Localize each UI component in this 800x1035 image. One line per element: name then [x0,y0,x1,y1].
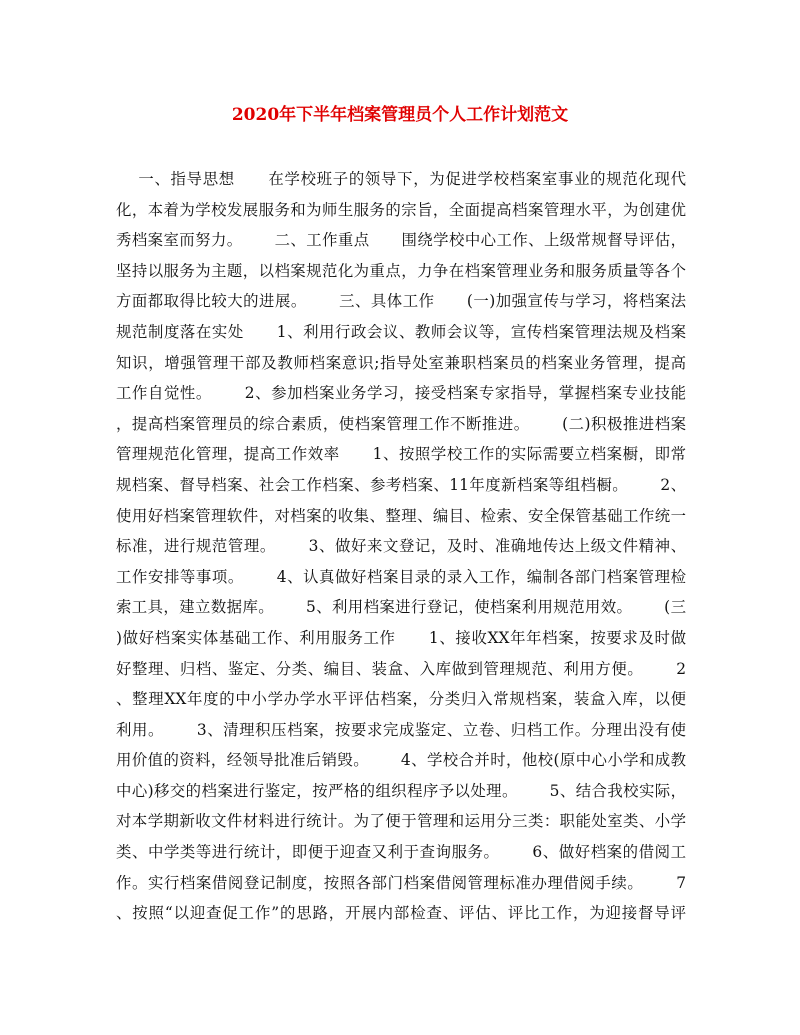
document-body [116,164,686,929]
body-line: 秀档案室而努力。 二、工作重点 围绕学校中心工作、上级常规督导评估， [116,231,686,250]
body-line: 、整理XX年度的中小学办学水平评估档案，分类归入常规档案，装盒入库，以便 [116,690,686,709]
body-line: 坚持以服务为主题，以档案规范化为重点，力争在档案管理业务和服务质量等各个 [116,261,686,280]
body-line: 规档案、督导档案、社会工作档案、参考档案、11年度新档案等组档橱。 2、 [116,475,686,494]
body-line: 标准，进行规范管理。 3、做好来文登记，及时、准确地传达上级文件精神、 [116,537,686,556]
body-line: 对本学期新收文件材料进行统计。为了便于管理和运用分三类：职能处室类、小学 [116,812,686,831]
body-line: 一、指导思想 在学校班子的领导下，为促进学校档案室事业的规范化现代 [116,170,686,188]
body-line: 中心)移交的档案进行鉴定，按严格的组织程序予以处理。 5、结合我校实际， [116,781,686,800]
body-line: ，提高档案管理员的综合素质，使档案管理工作不断推进。 (二)积极推进档案 [116,414,686,433]
body-line: )做好档案实体基础工作、利用服务工作 1、接收XX年年档案，按要求及时做 [116,628,686,647]
body-line: 工作安排等事项。 4、认真做好档案目录的录入工作，编制各部门档案管理检 [116,567,686,586]
body-line: 作。实行档案借阅登记制度，按照各部门档案借阅管理标准办理借阅手续。 7 [116,873,686,892]
body-line: 好整理、归档、鉴定、分类、编目、装盒、入库做到管理规范、利用方便。 2 [116,659,686,678]
body-line: 、按照“以迎查促工作”的思路，开展内部检查、评估、评比工作，为迎接督导评 [116,904,686,923]
body-line: 化，本着为学校发展服务和为师生服务的宗旨，全面提高档案管理水平，为创建优 [116,200,686,219]
body-line: 方面都取得比较大的进展。 三、具体工作 (一)加强宣传与学习，将档案法 [116,292,686,311]
body-line: 利用。 3、清理积压档案，按要求完成鉴定、立卷、归档工作。分理出没有使 [116,720,686,739]
body-line: 用价值的资料，经领导批准后销毁。 4、学校合并时，他校(原中心小学和成教 [116,751,686,770]
body-line: 工作自觉性。 2、参加档案业务学习，接受档案专家指导，掌握档案专业技能 [116,384,686,403]
body-line: 类、中学类等进行统计，即便于迎查又利于查询服务。 6、做好档案的借阅工 [116,843,686,862]
body-line: 规范制度落在实处 1、利用行政会议、教师会议等，宣传档案管理法规及档案 [116,322,686,341]
body-line: 索工具，建立数据库。 5、利用档案进行登记，使档案利用规范用效。 (三 [116,598,686,617]
body-line: 使用好档案管理软件，对档案的收集、整理、编目、检索、安全保管基础工作统一 [116,506,686,525]
document-title: 2020年下半年档案管理员个人工作计划范文 [231,105,569,125]
body-line: 知识，增强管理干部及教师档案意识;指导处室兼职档案员的档案业务管理，提高 [116,353,686,372]
body-line: 管理规范化管理，提高工作效率 1、按照学校工作的实际需要立档案橱，即常 [116,445,686,464]
